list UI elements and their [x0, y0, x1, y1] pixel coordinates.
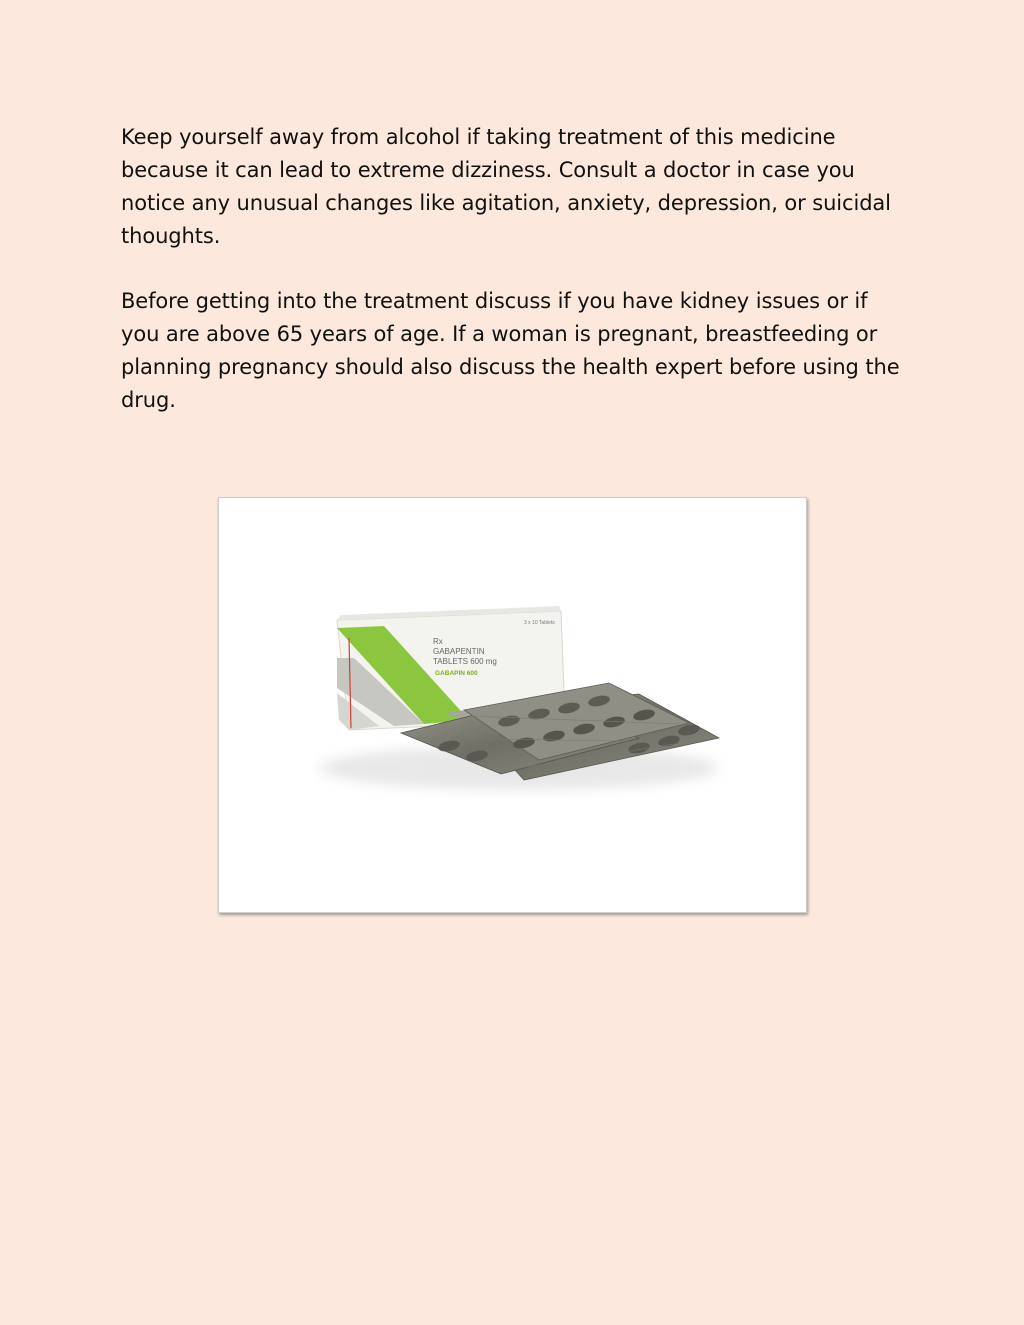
box-brand: GABAPIN 600: [435, 670, 478, 677]
paragraph-alcohol-warning: Keep yourself away from alcohol if taking treatment of this medicine because it can lead to extreme dizziness. Consult a doctor in case you notice any unusual changes like agitation, anxiety, depression, or suicidal thoughts.: [121, 125, 891, 248]
box-count-label: 3 x 10 Tablets: [524, 620, 555, 626]
product-photo: [218, 497, 807, 913]
box-drug-name: GABAPENTIN: [433, 647, 485, 656]
gabapentin-pack-illustration: [219, 498, 806, 912]
box-rx-label: Rx: [433, 637, 443, 646]
paragraph-kidney-pregnancy: Before getting into the treatment discuss if you have kidney issues or if you are above 65 years of age. If a woman is pregnant, breastfeeding or planning pregnancy should also discuss the health expert before using the drug.: [121, 289, 900, 412]
box-strength: TABLETS 600 mg: [433, 657, 497, 666]
